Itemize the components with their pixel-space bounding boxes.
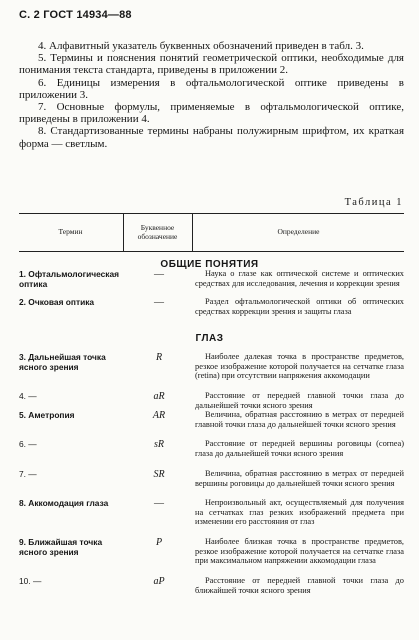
paragraph-4: 4. Алфавитный указатель буквенных обозначений приведен в табл. 3.: [38, 40, 364, 52]
column-header-definition: Определение: [277, 227, 320, 237]
symbol-cell: aR: [153, 391, 165, 402]
definition-text: Расстояние от передней вершины роговицы (cornea) глаза до дальнейшей точки ясного зрения: [195, 439, 404, 458]
table-header: [19, 213, 404, 252]
definition-text: Величина, обратная расстоянию в метрах от передней главной точки глаза до дальнейшей точки ясного зрения: [195, 410, 404, 429]
definition-text: Раздел офтальмологической оптики об оптических средствах коррекции зрения и защиты глаза: [195, 297, 404, 316]
definition-text: Наука о глазе как оптической системе и оптических средствах для исследования, лечения и коррекции зрения: [195, 269, 404, 288]
definition-cell: [195, 439, 404, 458]
symbol-cell: AR: [152, 410, 166, 421]
symbol-cell: SR: [153, 469, 165, 480]
paragraph-6: 6. Единицы измерения в офтальмологической оптике приведены в приложении 3.: [19, 76, 404, 101]
symbol-cell: P: [155, 537, 163, 548]
definition-cell: [195, 297, 404, 316]
definition-cell: [195, 469, 404, 488]
symbol-cell: —: [154, 297, 164, 308]
definition-cell: [195, 576, 404, 595]
term-cell: 8. Аккомодация глаза: [19, 498, 109, 508]
intro-text: [19, 40, 404, 150]
term-cell: 9. Ближайшая точка ясного зрения: [19, 537, 103, 557]
table-caption: Таблица 1: [344, 197, 403, 208]
paragraph-8: 8. Стандартизованные термины набраны полужирным шрифтом, их краткая форма — светлым.: [19, 125, 404, 150]
term-cell: 4. —: [19, 391, 37, 401]
term-cell: 5. Аметропия: [19, 410, 75, 420]
column-header-symbol: Буквенное обозначение: [137, 223, 178, 241]
symbol-cell: aP: [153, 576, 165, 587]
definition-cell: [195, 391, 404, 410]
term-cell: 7. —: [19, 469, 37, 479]
term-cell: 1. Офтальмологическая оптика: [19, 269, 120, 289]
symbol-cell: —: [154, 269, 164, 280]
column-header-term: Термин: [58, 227, 83, 237]
definition-text: Величина, обратная расстоянию в метрах от передней вершины роговицы до дальнейшей точки ясного зрения: [195, 469, 404, 488]
term-cell: 3. Дальнейшая точка ясного зрения: [19, 352, 106, 372]
paragraph-7: 7. Основные формулы, применяемые в офтальмологической оптике, приведены в приложении 4.: [19, 101, 404, 126]
definition-cell: [195, 498, 404, 527]
term-cell: 2. Очковая оптика: [19, 297, 95, 307]
definition-cell: [195, 537, 404, 566]
definition-text: Непроизвольный акт, осуществляемый для получения на сетчатках глаз резких изображений предмета при изменении его расстояния от глаз: [195, 498, 404, 527]
term-cell: 10. —: [19, 576, 42, 586]
page-header: С. 2 ГОСТ 14934—88: [19, 9, 132, 21]
symbol-cell: —: [154, 498, 164, 509]
definition-cell: [195, 410, 404, 429]
section-title-general: ОБЩИЕ ПОНЯТИЯ: [160, 259, 259, 270]
paragraph-5: 5. Термины и пояснения понятий геометрической оптики, необходимые для понимания текста стандарта, приведены в приложении 2.: [19, 52, 404, 77]
symbol-cell: R: [155, 352, 163, 363]
section-title-eye: ГЛАЗ: [195, 333, 224, 344]
term-cell: 6. —: [19, 439, 37, 449]
definition-cell: [195, 269, 404, 288]
definition-text: Расстояние от передней главной точки глаза до дальнейшей точки ясного зрения: [195, 391, 404, 410]
definition-cell: [195, 352, 404, 381]
definition-text: Расстояние от передней главной точки глаза до ближайшей точки ясного зрения: [195, 576, 404, 595]
symbol-cell: sR: [154, 439, 164, 450]
definition-text: Наиболее далекая точка в пространстве предметов, резкое изображение которой получается на сетчатке глаза (retina) при отсутствии напряжения аккомодации: [195, 352, 404, 381]
definition-text: Наиболее близкая точка в пространстве предметов, резкое изображение которой получается на сетчатке глаза при максимальном напряжении аккомодации глаза: [195, 537, 404, 566]
